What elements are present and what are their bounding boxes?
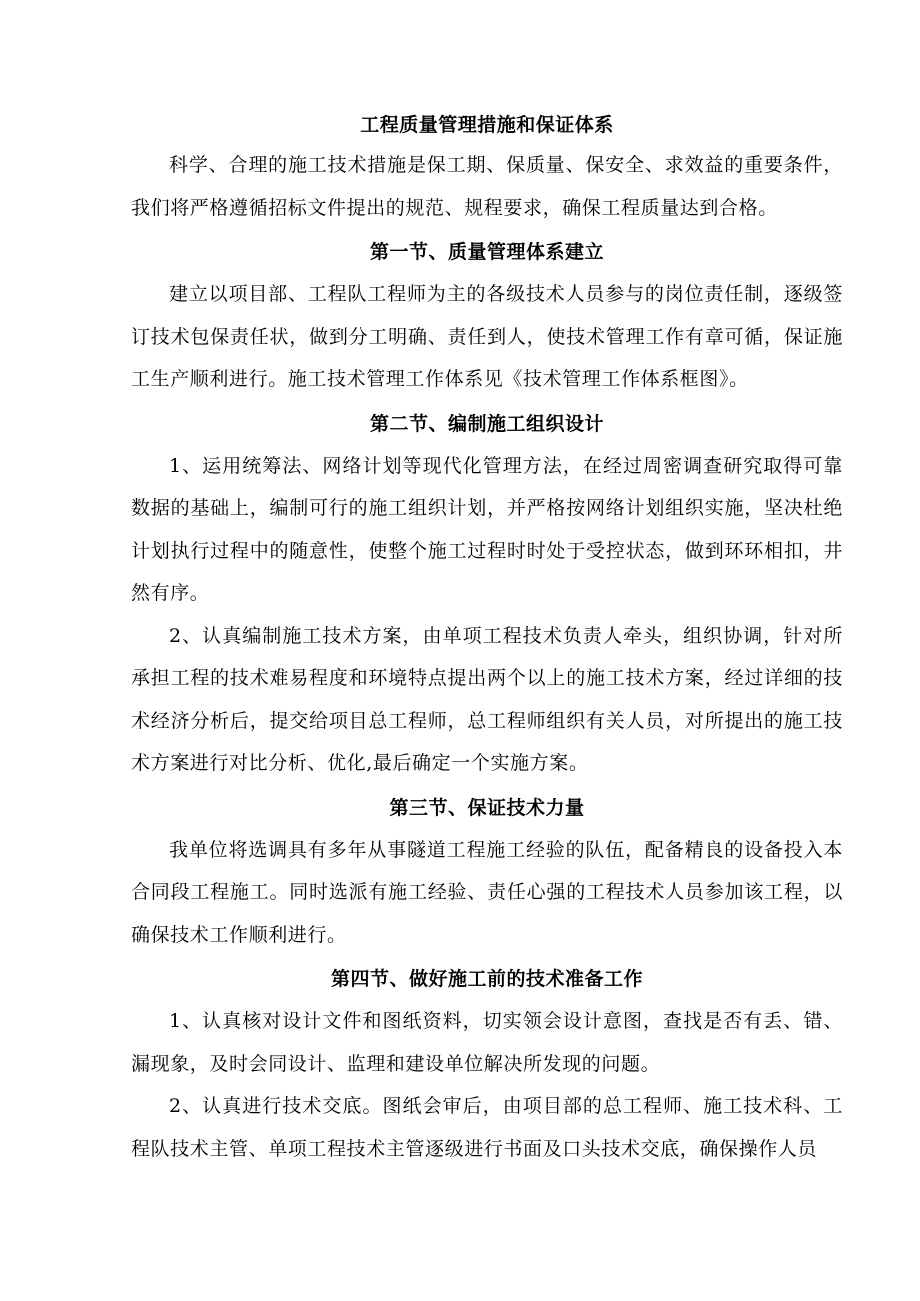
section-4-paragraph-1: 1、认真核对设计文件和图纸资料，切实领会设计意图，查找是否有丢、错、漏现象，及时会同设计、监理和建设单位解决所发现的问题。 (131, 1010, 843, 1075)
document-title: 工程质量管理措施和保证体系 (360, 114, 614, 136)
section-2-heading: 第二节、编制施工组织设计 (369, 412, 604, 435)
section-2-paragraph-2: 2、认真编制施工技术方案，由单项工程技术负责人牵头，组织协调，针对所承担工程的技术难易程度和环境特点提出两个以上的施工技术方案，经过详细的技术经济分析后，提交给项目总工程师，总工程师组织有关人员，对所提出的施工技术方案进行对比分析、优化,最后确定一个实施方案。 (131, 624, 843, 774)
section-1-heading: 第一节、质量管理体系建立 (369, 241, 604, 263)
section-4-paragraph-2: 2、认真进行技术交底。图纸会审后，由项目部的总工程师、施工技术科、工程队技术主管、单项工程技术主管逐级进行书面及口头技术交底，确保操作人员 (131, 1095, 843, 1160)
section-4-heading: 第四节、做好施工前的技术准备工作 (330, 968, 643, 990)
section-3-paragraph-1: 我单位将选调具有多年从事隧道工程施工经验的队伍，配备精良的设备投入本合同段工程施工。同时选派有施工经验、责任心强的工程技术人员参加该工程，以确保技术工作顺利进行。 (131, 838, 843, 946)
section-3-heading: 第三节、保证技术力量 (389, 796, 585, 819)
section-2-paragraph-1: 1、运用统筹法、网络计划等现代化管理方法，在经过周密调查研究取得可靠数据的基础上，编制可行的施工组织计划，并严格按网络计划组织实施，坚决杜绝计划执行过程中的随意性，使整个施工过程时时处于受控状态，做到环环相扣，井然有序。 (131, 454, 843, 604)
document-body (131, 108, 843, 1170)
section-1-paragraph-1: 建立以项目部、工程队工程师为主的各级技术人员参与的岗位责任制，逐级签订技术包保责任状，做到分工明确、责任到人，使技术管理工作有章可循，保证施工生产顺利进行。施工技术管理工作体系见《技术管理工作体系框图》。 (131, 283, 843, 390)
intro-paragraph: 科学、合理的施工技术措施是保工期、保质量、保安全、求效益的重要条件，我们将严格遵循招标文件提出的规范、规程要求，确保工程质量达到合格。 (131, 154, 843, 219)
